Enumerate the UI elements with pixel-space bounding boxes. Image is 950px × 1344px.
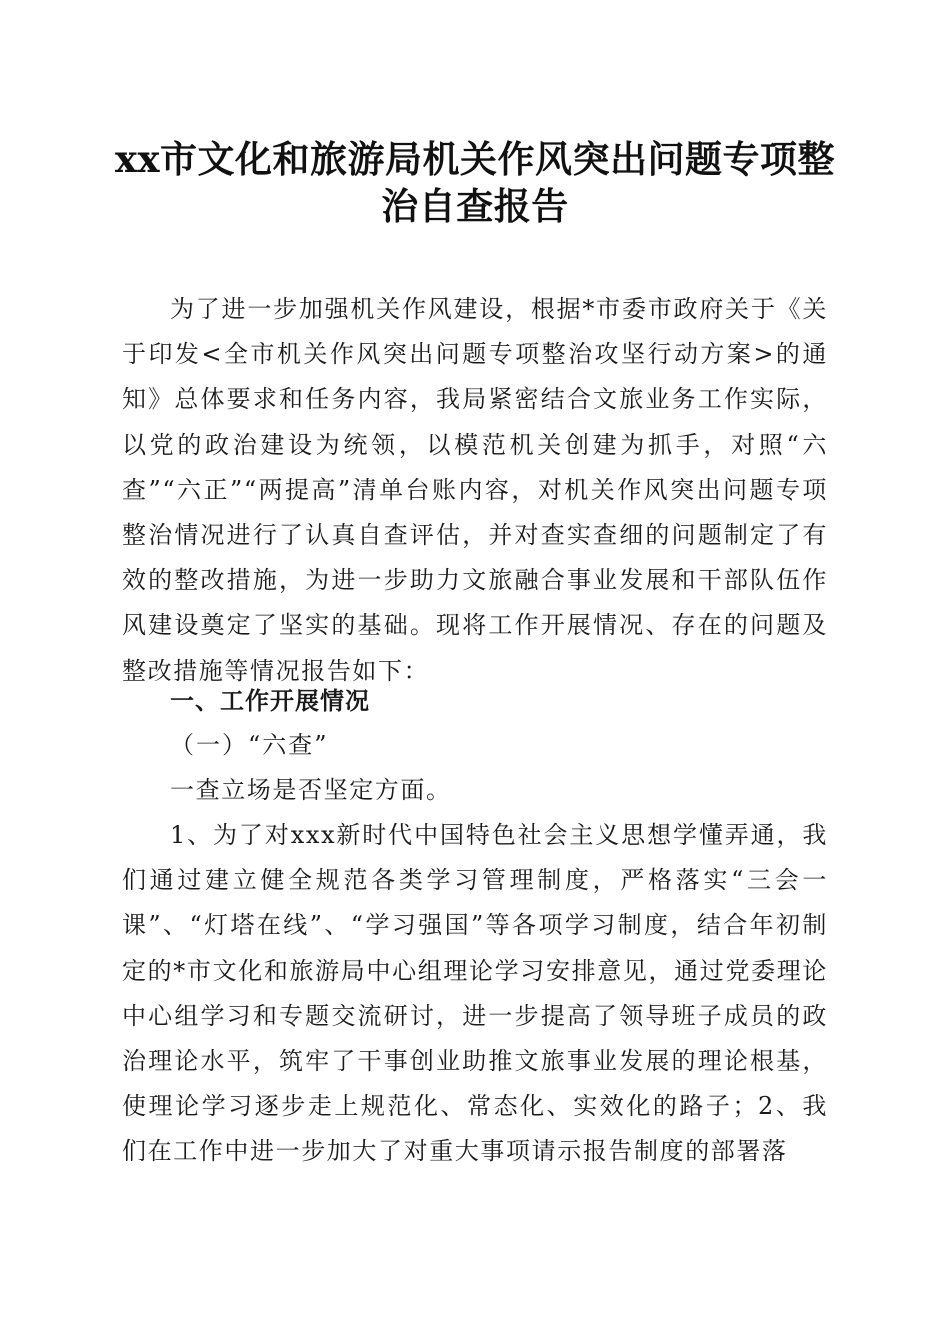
item-1-body-block [122,813,828,1175]
item-1-heading-block [122,768,828,813]
section-1-block [122,679,828,724]
subsection-heading: （一）“六查” [170,731,329,759]
section-heading: 一、工作开展情况 [170,687,370,715]
document-body [122,287,828,694]
item-body-paragraph: 1、为了对xxx新时代中国特色社会主义思想学懂弄通，我们通过建立健全规范各类学习管理制度，严格落实“三会一课”、“灯塔在线”、“学习强国”等各项学习制度，结合年初制定的*市文化和旅游局中心组理论学习安排意见，通过党委理论中心组学习和专题交流研讨，进一步提高了领导班子成员的政治理论水平，筑牢了干事创业助推文旅事业发展的理论根基，使理论学习逐步走上规范化、常态化、实效化的路子；2、我们在工作中进一步加大了对重大事项请示报告制度的部署落 [122,821,828,1166]
subsection-1-block [122,723,828,768]
document-title: xx市文化和旅游局机关作风突出问题专项整治自查报告 [114,137,836,228]
item-heading: 一查立场是否坚定方面。 [170,776,452,804]
intro-paragraph: 为了进一步加强机关作风建设，根据*市委市政府关于《关于印发<全市机关作风突出问题专项整治攻坚行动方案>的通知》总体要求和任务内容，我局紧密结合文旅业务工作实际，以党的政治建设为统领，以模范机关创建为抓手，对照“六查”“六正”“两提高”清单台账内容，对机关作风突出问题专项整治情况进行了认真自查评估，并对查实查细的问题制定了有效的整改措施，为进一步助力文旅融合事业发展和干部队伍作风建设奠定了坚实的基础。现将工作开展情况、存在的问题及整改措施等情况报告如下： [122,295,828,685]
